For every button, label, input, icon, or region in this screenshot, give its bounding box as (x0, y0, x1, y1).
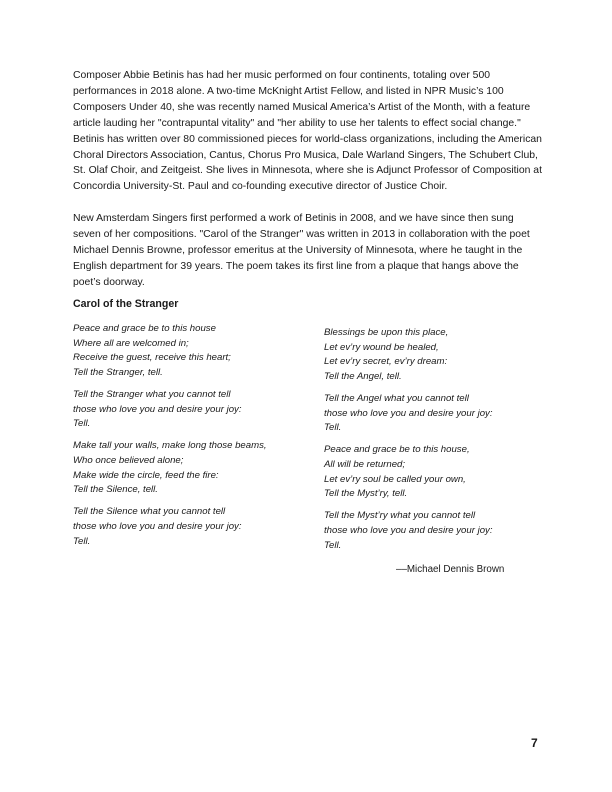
poem-line: Tell the Stranger what you cannot tell (73, 388, 231, 400)
poem-line: Tell. (73, 535, 91, 547)
page-number: 7 (531, 736, 538, 750)
poem-line: Let ev’ry secret, ev’ry dream: (324, 356, 448, 368)
poem-title: Carol of the Stranger (73, 298, 179, 310)
poem-line: Tell the Myst’ry, tell. (324, 488, 408, 500)
poem-line: Peace and grace be to this house (73, 323, 216, 334)
poem-line: Let ev’ry soul be called your own, (324, 473, 466, 485)
poem-line: Tell the Stranger, tell. (73, 366, 163, 378)
poem-line: Where all are welcomed in; (73, 337, 189, 349)
poem-left-column (73, 322, 323, 557)
poem-line: Tell. (324, 422, 342, 434)
poem-line: All will be returned; (324, 458, 406, 470)
poem-line: those who love you and desire your joy: (73, 403, 242, 415)
poem-stanza (324, 443, 574, 501)
poem-line: Peace and grace be to this house, (324, 444, 470, 456)
poem-attribution: ––Michael Dennis Brown (396, 564, 505, 575)
poem-right-column (324, 326, 574, 561)
poem-stanza (73, 505, 323, 549)
poem-line: Who once believed alone; (73, 454, 184, 466)
poem-line: Tell the Myst’ry what you cannot tell (324, 510, 476, 522)
poem-line: those who love you and desire your joy: (324, 524, 493, 536)
poem-line: Tell the Angel what you cannot tell (324, 392, 469, 404)
intro-paragraph-premiere: New Amsterdam Singers first performed a work of Betinis in 2008, and we have since then sung seven of her compositions. "Carol of the Stranger" was written in 2013 in collaboration with the poet Michael Dennis Browne, professor emeritus at the University of Minnesota, where he taught in the English department for 39 years. The poem takes its first line from a plaque that hangs above the poet’s doorway. (73, 213, 530, 288)
poem-stanza (324, 509, 574, 553)
poem-stanza (73, 439, 323, 497)
poem-line: Let ev’ry wound be healed, (324, 341, 439, 353)
poem-line: Make wide the circle, feed the fire: (73, 469, 219, 481)
intro-paragraph-composer: Composer Abbie Betinis has had her music performed on four continents, totaling over 500 performances in 2018 alone. A two-time McKnight Artist Fellow, and listed in NPR Music’s 100 Composers Under 40, she was recently named Musical America’s Artist of the Month, with a feature article lauding her "contrapuntal vitality" and "her ability to use her talents to effect social change." Betinis has written over 80 commissioned pieces for world-class organizations, including the American Choral Directors Association, Cantus, Chorus Pro Musica, Dale Warland Singers, The Schubert Club, St. Olaf Choir, and Zeitgeist. She lives in Minnesota, where she is Adjunct Professor of Composition at Concordia University-St. Paul and co-founding executive director of Justice Choir. (73, 70, 542, 193)
poem-line: Receive the guest, receive this heart; (73, 352, 231, 364)
poem-stanza (324, 392, 574, 436)
poem-line: those who love you and desire your joy: (324, 407, 493, 419)
poem-line: those who love you and desire your joy: (73, 520, 242, 532)
poem-line: Make tall your walls, make long those beams, (73, 440, 267, 452)
poem-line: Tell. (73, 418, 91, 430)
poem-line: Tell the Silence what you cannot tell (73, 506, 226, 518)
poem-line: Tell. (324, 539, 342, 551)
poem-line: Tell the Silence, tell. (73, 484, 158, 496)
poem-stanza (324, 326, 574, 384)
poem-line: Tell the Angel, tell. (324, 370, 402, 382)
poem-stanza (73, 322, 323, 380)
poem-stanza (73, 388, 323, 432)
poem-line: Blessings be upon this place, (324, 327, 449, 338)
